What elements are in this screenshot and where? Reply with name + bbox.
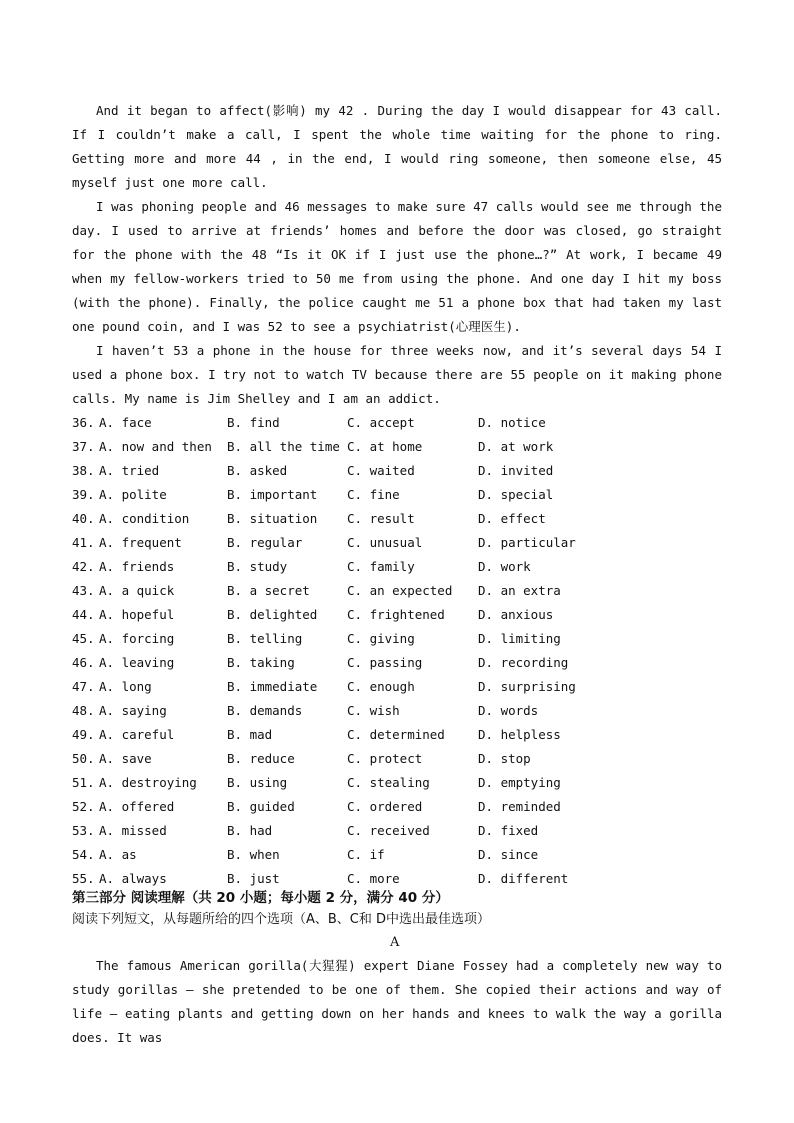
option-c: C. at home — [347, 439, 423, 454]
option-d: D. helpless — [478, 727, 561, 742]
question-row — [72, 483, 672, 507]
option-d: D. invited — [478, 463, 554, 478]
question-number: 47. — [72, 679, 95, 694]
question-row — [72, 627, 672, 651]
question-row — [72, 843, 672, 867]
question-row — [72, 555, 672, 579]
option-c: C. fine — [347, 487, 400, 502]
question-number: 36. — [72, 415, 95, 430]
question-number: 52. — [72, 799, 95, 814]
option-d: D. reminded — [478, 799, 561, 814]
option-c: C. family — [347, 559, 415, 574]
option-c: C. passing — [347, 655, 423, 670]
option-c: C. accept — [347, 415, 415, 430]
option-c: C. stealing — [347, 775, 430, 790]
question-row — [72, 411, 672, 435]
question-number: 50. — [72, 751, 95, 766]
question-number: 48. — [72, 703, 95, 718]
option-a: A. leaving — [99, 655, 175, 670]
option-b: B. had — [227, 823, 273, 838]
option-d: D. limiting — [478, 631, 561, 646]
option-d: D. notice — [478, 415, 546, 430]
option-c: C. an expected — [347, 583, 453, 598]
question-row — [72, 771, 672, 795]
question-row — [72, 579, 672, 603]
question-number: 46. — [72, 655, 95, 670]
option-a: A. face — [99, 415, 152, 430]
option-c: C. unusual — [347, 535, 423, 550]
question-number: 37. — [72, 439, 95, 454]
option-a: A. friends — [99, 559, 175, 574]
option-b: B. telling — [227, 631, 303, 646]
question-number: 42. — [72, 559, 95, 574]
option-c: C. enough — [347, 679, 415, 694]
question-row — [72, 699, 672, 723]
option-c: C. received — [347, 823, 430, 838]
cloze-paragraph-2: I was phoning people and 46 messages to make sure 47 calls would see me through the day. I used to arrive at friends’ homes and before the door was closed, go straight for the phone with the 48 “Is it OK if I just use the phone…?” At work, I became 49 when my fellow-workers tried to 50 me from using the phone. And one day I hit my boss (with the phone). Finally, the police caught me 51 a phone box that had taken my last one pound coin, and I was 52 to see a psychiatrist(心理医生). — [72, 199, 722, 334]
option-a: A. hopeful — [99, 607, 175, 622]
option-b: B. demands — [227, 703, 303, 718]
question-number: 45. — [72, 631, 95, 646]
option-c: C. protect — [347, 751, 423, 766]
question-options-table — [72, 411, 672, 891]
option-b: B. guided — [227, 799, 295, 814]
option-b: B. reduce — [227, 751, 295, 766]
option-d: D. different — [478, 871, 569, 886]
question-row — [72, 795, 672, 819]
option-a: A. careful — [99, 727, 175, 742]
question-number: 38. — [72, 463, 95, 478]
passage-a-text: The famous American gorilla(大猩猩) expert Diane Fossey had a completely new way to study gorillas — she pretended to be one of them. She copied their actions and way of life — eating plants and getting down on her hands and knees to walk the way a gorilla does. It was — [72, 958, 722, 1045]
option-b: B. regular — [227, 535, 303, 550]
option-d: D. surprising — [478, 679, 576, 694]
option-c: C. giving — [347, 631, 415, 646]
option-a: A. offered — [99, 799, 175, 814]
option-c: C. result — [347, 511, 415, 526]
question-number: 39. — [72, 487, 95, 502]
option-c: C. determined — [347, 727, 445, 742]
question-number: 40. — [72, 511, 95, 526]
option-d: D. fixed — [478, 823, 539, 838]
option-c: C. ordered — [347, 799, 423, 814]
option-d: D. an extra — [478, 583, 561, 598]
question-number: 49. — [72, 727, 95, 742]
option-a: A. a quick — [99, 583, 175, 598]
question-row — [72, 675, 672, 699]
question-number: 44. — [72, 607, 95, 622]
question-row — [72, 507, 672, 531]
option-b: B. mad — [227, 727, 273, 742]
option-a: A. condition — [99, 511, 190, 526]
option-d: D. special — [478, 487, 554, 502]
option-b: B. when — [227, 847, 280, 862]
option-a: A. long — [99, 679, 152, 694]
option-c: C. waited — [347, 463, 415, 478]
option-c: C. more — [347, 871, 400, 886]
option-a: A. polite — [99, 487, 167, 502]
cloze-paragraph-3: I haven’t 53 a phone in the house for three weeks now, and it’s several days 54 I used a phone box. I try not to watch TV because there are 55 people on it making phone calls. My name is Jim Shelley and I am an addict. — [72, 343, 722, 406]
option-a: A. missed — [99, 823, 167, 838]
option-d: D. at work — [478, 439, 554, 454]
option-d: D. work — [478, 559, 531, 574]
option-b: B. all the time — [227, 439, 340, 454]
option-d: D. recording — [478, 655, 569, 670]
section-heading: 第三部分 阅读理解（共 20 小题；每小题 2 分，满分 40 分） — [72, 890, 449, 906]
option-b: B. important — [227, 487, 318, 502]
option-d: D. emptying — [478, 775, 561, 790]
option-a: A. as — [99, 847, 137, 862]
option-b: B. a secret — [227, 583, 310, 598]
option-a: A. tried — [99, 463, 160, 478]
option-d: D. stop — [478, 751, 531, 766]
question-number: 41. — [72, 535, 95, 550]
question-number: 54. — [72, 847, 95, 862]
cloze-paragraph-1: And it began to affect(影响) my 42 . During the day I would disappear for 43 call. If I couldn’t make a call, I spent the whole time waiting for the phone to ring. Getting more and more 44 , in the end, I would ring someone, then someone else, 45 myself just one more call. — [72, 103, 722, 190]
option-b: B. delighted — [227, 607, 318, 622]
option-b: B. using — [227, 775, 288, 790]
question-row — [72, 435, 672, 459]
question-row — [72, 603, 672, 627]
question-number: 51. — [72, 775, 95, 790]
option-a: A. frequent — [99, 535, 182, 550]
option-b: B. taking — [227, 655, 295, 670]
option-d: D. anxious — [478, 607, 554, 622]
option-d: D. particular — [478, 535, 576, 550]
option-a: A. now and then — [99, 439, 212, 454]
option-c: C. wish — [347, 703, 400, 718]
question-row — [72, 747, 672, 771]
option-b: B. find — [227, 415, 280, 430]
section-instruction: 阅读下列短文，从每题所给的四个选项（A、B、C和 D中选出最佳选项） — [72, 912, 491, 927]
option-b: B. immediate — [227, 679, 318, 694]
question-row — [72, 459, 672, 483]
option-d: D. since — [478, 847, 539, 862]
passage-label: A — [390, 935, 400, 950]
option-c: C. if — [347, 847, 385, 862]
option-a: A. destroying — [99, 775, 197, 790]
question-number: 43. — [72, 583, 95, 598]
question-number: 53. — [72, 823, 95, 838]
option-c: C. frightened — [347, 607, 445, 622]
question-number: 55. — [72, 871, 95, 886]
option-a: A. save — [99, 751, 152, 766]
option-a: A. forcing — [99, 631, 175, 646]
option-b: B. just — [227, 871, 280, 886]
option-b: B. situation — [227, 511, 318, 526]
option-b: B. asked — [227, 463, 288, 478]
question-row — [72, 531, 672, 555]
option-a: A. always — [99, 871, 167, 886]
question-row — [72, 651, 672, 675]
option-a: A. saying — [99, 703, 167, 718]
option-b: B. study — [227, 559, 288, 574]
option-d: D. words — [478, 703, 539, 718]
question-row — [72, 819, 672, 843]
question-row — [72, 723, 672, 747]
option-d: D. effect — [478, 511, 546, 526]
